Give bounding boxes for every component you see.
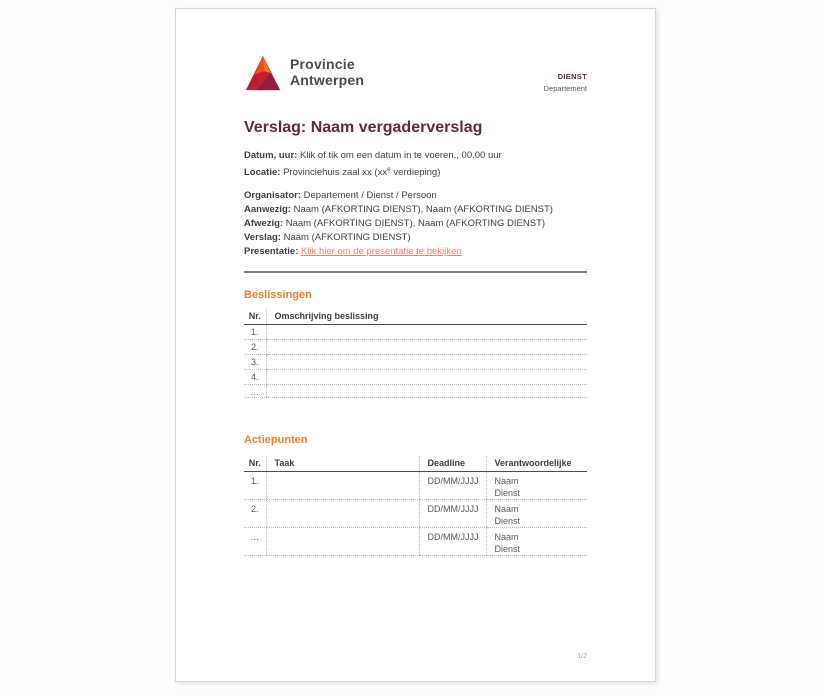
beslissingen-header-row (244, 309, 587, 325)
presentatie-label: Presentatie: (244, 246, 299, 257)
aanwezig-label: Aanwezig: (244, 204, 291, 215)
locatie-superscript: e (387, 166, 391, 173)
table-row (244, 355, 587, 370)
provincie-antwerpen-logo (244, 54, 364, 97)
afwezig-line (244, 217, 587, 231)
row-number: 1. (244, 472, 266, 500)
page-number: 1/2 (577, 653, 587, 660)
verslag-label: Verslag: (244, 232, 281, 243)
datum-label: Datum, uur: (244, 150, 298, 161)
table-row (244, 340, 587, 355)
omschrijving-cell[interactable] (266, 385, 587, 398)
section-divider (244, 271, 587, 273)
datum-line (244, 149, 587, 163)
organisator-value: Departement / Dienst / Persoon (303, 190, 437, 201)
verantwoordelijke-dienst: Dienst (494, 516, 521, 526)
omschrijving-cell[interactable] (266, 325, 587, 340)
column-header-nr: Nr. (244, 309, 266, 325)
verantwoordelijke-naam: Naam (494, 476, 519, 486)
organisator-line (244, 189, 587, 203)
table-row (244, 325, 587, 340)
row-number: 2. (244, 340, 266, 355)
verantwoordelijke-cell[interactable] (486, 528, 587, 556)
actiepunten-header-row (244, 456, 587, 472)
table-row (244, 528, 587, 556)
verantwoordelijke-cell[interactable] (486, 472, 587, 500)
people-block (244, 189, 587, 259)
departement-label: Departement (543, 84, 587, 93)
page-header (244, 54, 587, 97)
afwezig-value: Naam (AFKORTING DIENST), Naam (AFKORTING DIENST) (285, 218, 546, 229)
verslag-line (244, 231, 587, 245)
triangle-logo-icon (244, 54, 282, 97)
table-row (244, 385, 587, 398)
row-number: 1. (244, 325, 266, 340)
locatie-value-rest: verdieping) (390, 167, 441, 179)
row-number: 2. (244, 500, 266, 528)
table-row (244, 370, 587, 385)
column-header-omschrijving: Omschrijving beslissing (266, 309, 587, 325)
logo-wordmark-line1: Provincie (290, 56, 355, 72)
presentatie-line (244, 245, 587, 259)
column-header-deadline: Deadline (419, 456, 486, 472)
taak-cell[interactable] (266, 528, 419, 556)
omschrijving-cell[interactable] (266, 340, 587, 355)
organisator-label: Organisator: (244, 190, 302, 201)
datum-picker-placeholder[interactable]: Klik of tik om een datum in te voeren., 00.00 uur (299, 150, 502, 161)
beslissingen-table (244, 309, 587, 398)
department-block (544, 72, 587, 93)
verantwoordelijke-cell[interactable] (486, 500, 587, 528)
document-page (175, 8, 656, 682)
table-row (244, 500, 587, 528)
deadline-cell[interactable]: DD/MM/JJJJ (419, 472, 486, 500)
row-number: … (244, 528, 266, 556)
actiepunten-table (244, 456, 587, 556)
document-title: Verslag: Naam vergaderverslag (244, 119, 483, 136)
deadline-cell[interactable]: DD/MM/JJJJ (419, 528, 486, 556)
actiepunten-heading: Actiepunten (244, 434, 308, 446)
table-row (244, 472, 587, 500)
row-number: … (244, 385, 266, 398)
row-number: 3. (244, 355, 266, 370)
omschrijving-cell[interactable] (266, 370, 587, 385)
presentatie-link[interactable]: Klik hier om de presentatie te bekijken (301, 246, 462, 257)
logo-wordmark (290, 56, 364, 88)
locatie-value: Provinciehuis zaal xx (xx (283, 167, 388, 179)
column-header-nr: Nr. (244, 456, 266, 472)
beslissingen-heading: Beslissingen (244, 289, 312, 301)
logo-wordmark-line2: Antwerpen (290, 72, 365, 88)
verantwoordelijke-dienst: Dienst (494, 544, 521, 554)
afwezig-label: Afwezig: (244, 218, 284, 229)
locatie-line (244, 163, 587, 180)
omschrijving-cell[interactable] (266, 355, 587, 370)
aanwezig-value: Naam (AFKORTING DIENST), Naam (AFKORTING DIENST) (293, 204, 553, 215)
meta-block (244, 149, 587, 180)
taak-cell[interactable] (266, 472, 419, 500)
row-number: 4. (244, 370, 266, 385)
aanwezig-line (244, 203, 587, 217)
taak-cell[interactable] (266, 500, 419, 528)
dienst-label: DIENST (557, 72, 587, 81)
verantwoordelijke-dienst: Dienst (494, 488, 521, 498)
column-header-taak: Taak (266, 456, 419, 472)
deadline-cell[interactable]: DD/MM/JJJJ (419, 500, 486, 528)
locatie-label: Locatie: (244, 167, 281, 179)
verslag-value: Naam (AFKORTING DIENST) (283, 232, 411, 243)
verantwoordelijke-naam: Naam (494, 532, 519, 542)
column-header-verantwoordelijke: Verantwoordelijke (486, 456, 587, 472)
verantwoordelijke-naam: Naam (494, 504, 519, 514)
